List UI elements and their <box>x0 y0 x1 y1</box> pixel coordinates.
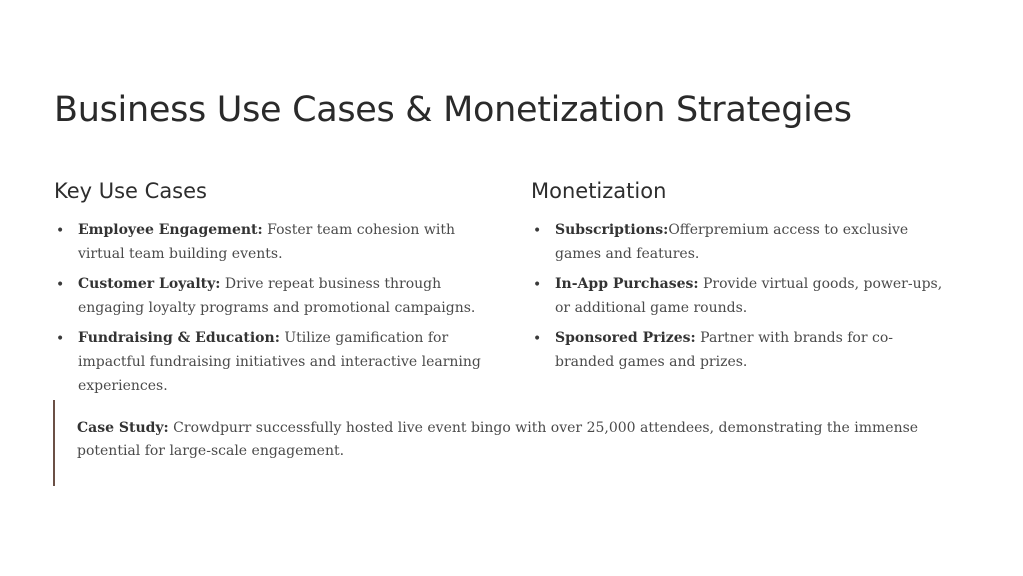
page-title: Business Use Cases & Monetization Strategies <box>54 90 852 130</box>
bullet-icon: • <box>533 277 542 293</box>
bullet-icon: • <box>56 223 65 239</box>
list-item <box>531 218 951 266</box>
bullet-icon: • <box>56 277 65 293</box>
monetization-section <box>531 176 951 380</box>
case-study-callout <box>53 400 973 486</box>
bullet-icon: • <box>533 223 542 239</box>
item-label: Fundraising & Education: <box>78 330 280 346</box>
list-item <box>54 272 504 320</box>
item-text: Partner with brands for co-branded games and prizes. <box>555 330 893 370</box>
monetization-heading: Monetization <box>531 179 667 203</box>
item-text: Provide virtual goods, power-ups, or additional game rounds. <box>555 276 943 316</box>
bullet-icon: • <box>56 331 65 347</box>
item-text: Offerpremium access to exclusive games and features. <box>555 222 909 262</box>
item-text: Foster team cohesion with virtual team building events. <box>78 222 455 262</box>
list-item <box>54 326 504 398</box>
key-use-cases-list <box>54 218 504 398</box>
item-text: Drive repeat business through engaging loyalty programs and promotional campaigns. <box>78 276 476 316</box>
list-item <box>531 272 951 320</box>
list-item <box>54 218 504 266</box>
item-label: Employee Engagement: <box>78 222 263 238</box>
item-label: In-App Purchases: <box>555 276 699 292</box>
key-use-cases-section <box>54 176 504 404</box>
item-label: Customer Loyalty: <box>78 276 221 292</box>
monetization-list <box>531 218 951 374</box>
item-label: Subscriptions: <box>555 222 669 238</box>
item-label: Sponsored Prizes: <box>555 330 696 346</box>
item-text: Utilize gamification for impactful fundraising initiatives and interactive learning experiences. <box>78 330 481 394</box>
key-use-cases-heading: Key Use Cases <box>54 179 207 203</box>
case-study-label: Case Study: <box>77 420 169 436</box>
case-study-text: Crowdpurr successfully hosted live event bingo with over 25,000 attendees, demonstrating the immense potential for large-scale engagement. <box>77 420 919 459</box>
bullet-icon: • <box>533 331 542 347</box>
list-item <box>531 326 951 374</box>
